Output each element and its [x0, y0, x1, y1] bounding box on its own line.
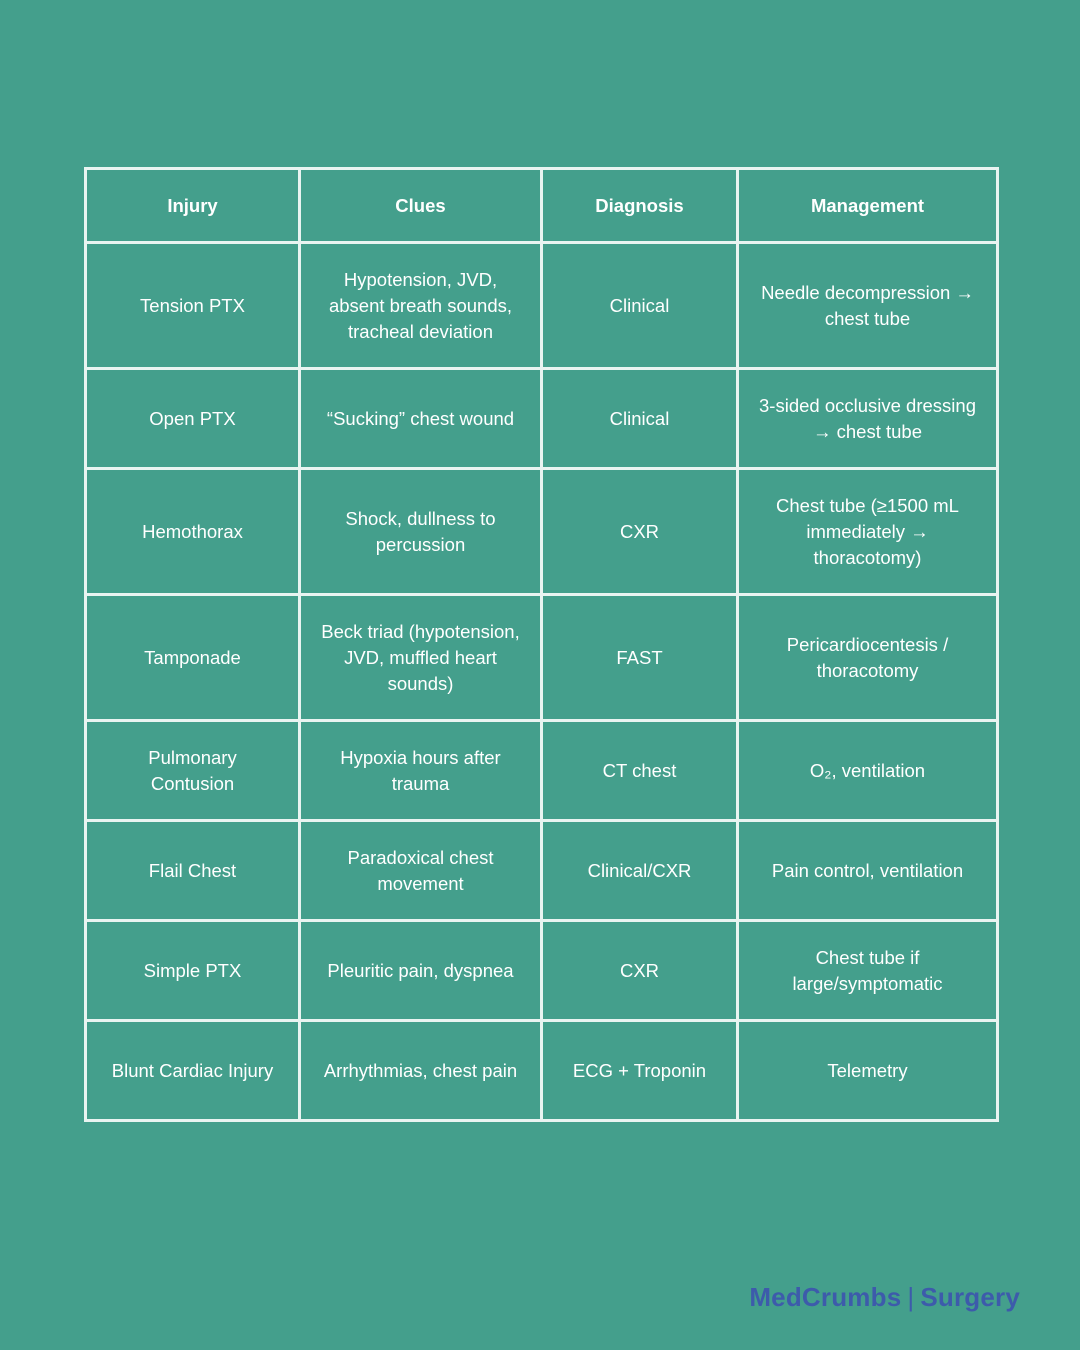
header-injury: Injury [86, 169, 300, 243]
cell-injury: Blunt Cardiac Injury [86, 1021, 300, 1121]
brand-separator: | [907, 1282, 915, 1312]
cell-injury: Open PTX [86, 369, 300, 469]
cell-management: Needle decompression → chest tube [738, 243, 998, 369]
cell-clues: “Sucking” chest wound [300, 369, 542, 469]
trauma-table-container [84, 167, 996, 1121]
brand-wordmark [749, 1282, 1020, 1313]
cell-management: 3-sided occlusive dressing → chest tube [738, 369, 998, 469]
table-row [86, 243, 998, 369]
chest-trauma-table [84, 167, 999, 1122]
brand-section: Surgery [920, 1282, 1020, 1312]
cell-clues: Paradoxical chest movement [300, 821, 542, 921]
cell-diagnosis: CT chest [542, 721, 738, 821]
cell-injury: Hemothorax [86, 469, 300, 595]
table-row [86, 921, 998, 1021]
cell-clues: Hypotension, JVD, absent breath sounds, tracheal deviation [300, 243, 542, 369]
cell-management: O₂, ventilation [738, 721, 998, 821]
header-clues: Clues [300, 169, 542, 243]
table-row [86, 369, 998, 469]
cell-management: Chest tube (≥1500 mL immediately → thoracotomy) [738, 469, 998, 595]
cell-injury: Simple PTX [86, 921, 300, 1021]
cell-diagnosis: Clinical [542, 369, 738, 469]
cell-injury: Tension PTX [86, 243, 300, 369]
cell-clues: Beck triad (hypotension, JVD, muffled heart sounds) [300, 595, 542, 721]
cell-management: Pain control, ventilation [738, 821, 998, 921]
header-diagnosis: Diagnosis [542, 169, 738, 243]
cell-injury: Flail Chest [86, 821, 300, 921]
cell-injury: Tamponade [86, 595, 300, 721]
cell-clues: Shock, dullness to percussion [300, 469, 542, 595]
cell-injury: Pulmonary Contusion [86, 721, 300, 821]
cell-diagnosis: FAST [542, 595, 738, 721]
table-row [86, 469, 998, 595]
cell-diagnosis: Clinical/CXR [542, 821, 738, 921]
cell-clues: Arrhythmias, chest pain [300, 1021, 542, 1121]
table-row [86, 821, 998, 921]
cell-management: Pericardiocentesis / thoracotomy [738, 595, 998, 721]
table-row [86, 1021, 998, 1121]
brand-name: MedCrumbs [749, 1282, 902, 1312]
cell-management: Telemetry [738, 1021, 998, 1121]
cell-clues: Pleuritic pain, dyspnea [300, 921, 542, 1021]
table-row [86, 721, 998, 821]
table-header-row [86, 169, 998, 243]
cell-diagnosis: ECG + Troponin [542, 1021, 738, 1121]
table-row [86, 595, 998, 721]
cell-diagnosis: CXR [542, 921, 738, 1021]
header-management: Management [738, 169, 998, 243]
cell-clues: Hypoxia hours after trauma [300, 721, 542, 821]
cell-diagnosis: Clinical [542, 243, 738, 369]
cell-management: Chest tube if large/symptomatic [738, 921, 998, 1021]
cell-diagnosis: CXR [542, 469, 738, 595]
